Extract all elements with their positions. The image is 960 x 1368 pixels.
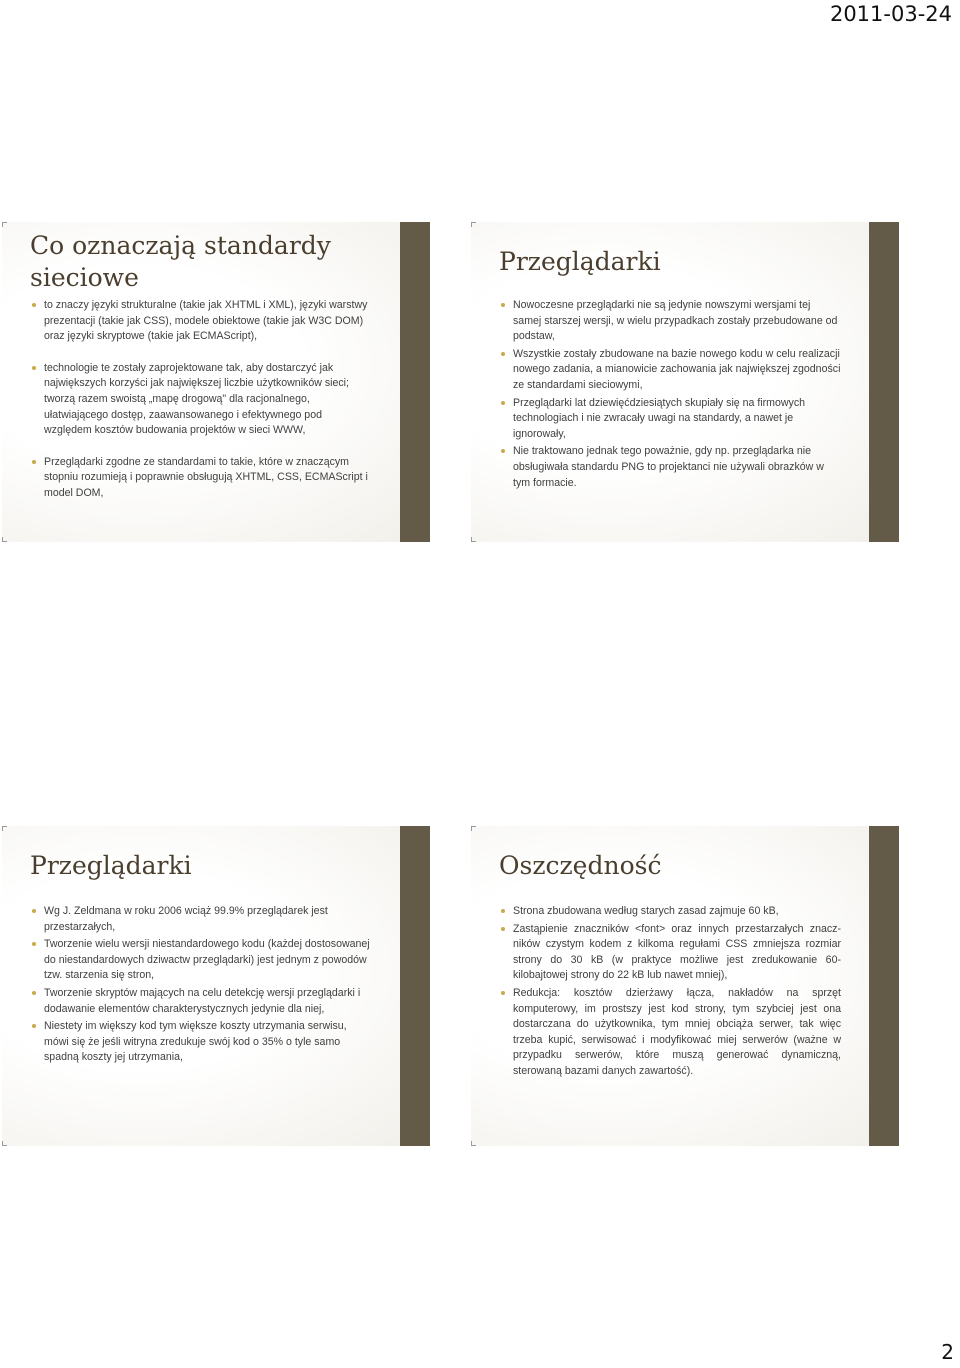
bullet-item: Nowoczesne przeglądarki nie są jedynie nowszymi wersjami tej samej starszej wersji, w wielu przypadkach zostały przebudowane od podstaw,: [497, 298, 841, 345]
slide-accent-bar: [869, 222, 899, 542]
slide-standards: [2, 222, 430, 542]
bullet-item: Niestety im większy kod tym większe koszty utrzymania serwisu, mówi się że jeśli witryna zredukuje swój kod o 35% o tyle samo spadną koszty jej utrzymania,: [28, 1019, 372, 1066]
slide-title: Oszczędność: [499, 851, 662, 880]
bullet-item: Nie traktowano jednak tego poważnie, gdy np. przeglądarka nie obsługiwała standardu PNG to projektanci nie używali obrazków w tym formacie.: [497, 444, 841, 491]
bullet-item: Strona zbudowana według starych zasad zajmuje 60 kB,: [497, 904, 841, 920]
bullet-item: Tworzenie skryptów mających na celu detekcję wersji przeglądarki i dodawanie elementów charakterystycznych jedynie dla niej,: [28, 986, 372, 1017]
bullet-item: Redukcja: kosztów dzierżawy łącza, nakładów na sprzęt komputerowy, im prostszy jest kod strony, tym szybciej jest ona dostarczana do użytkownika, tym mniej obciąża serwer, tak więc trzeba kupić, serwisować i modyfikować miej serwerów (ważne w przypadku serwerów, które muszą generować dynamiczną, sterowaną bazami danych zawartość).: [497, 986, 841, 1080]
slide-browsers-1: [471, 222, 899, 542]
slide-browsers-2: [2, 826, 430, 1146]
bullet-item: Wg J. Zeldmana w roku 2006 wciąż 99.9% przeglądarek jest przestarzałych,: [28, 904, 372, 935]
bullet-item: technologie te zostały zaprojektowane tak, aby dostarczyć jak największych korzyści jak największej liczbie użytkowników sieci; tworzą razem swoistą „mapę drogową" dla racjonalnego, ułatwiającego dostęp, zaawansowanego i efektywnego pod względem kosztów budowania projektów w sieci WWW,: [28, 361, 372, 439]
bullet-item: Przeglądarki lat dziewięćdziesiątych skupiały się na firmowych technologiach i nie zwracały uwagi na standardy, a nawet je ignorowały,: [497, 396, 841, 443]
bullet-item: Tworzenie wielu wersji niestandardowego kodu (każdej dostosowanej do niestandardowych dziwactw przeglądarki) jest jednym z powodów tzw. starzenia się stron,: [28, 937, 372, 984]
slide-title: Przeglądarki: [30, 851, 192, 880]
slide-accent-bar: [400, 222, 430, 542]
slide-accent-bar: [869, 826, 899, 1146]
bullet-item: Przeglądarki zgodne ze standardami to takie, które w znaczącym stopniu rozumieją i poprawnie obsługują XHTML, CSS, ECMAScript i model DOM,: [28, 455, 372, 502]
bullet-list: [28, 904, 372, 1068]
bullet-item: Wszystkie zostały zbudowane na bazie nowego kodu w celu realizacji nowego zadania, a mianowicie zachowania jak największej zgodności ze standardami sieciowymi,: [497, 347, 841, 394]
print-date: 2011-03-24: [829, 2, 952, 26]
bullet-list: [28, 298, 372, 502]
slide-savings: [471, 826, 899, 1146]
bullet-item: to znaczy języki strukturalne (takie jak XHTML i XML), języki warstwy prezentacji (takie jak CSS), modele obiektowe (takie jak W3C DOM) oraz języki skryptowe (takie jak ECMAScript),: [28, 298, 372, 345]
slide-accent-bar: [400, 826, 430, 1146]
slide-title: Co oznaczają standardy sieciowe: [30, 231, 331, 292]
bullet-list: [497, 298, 841, 493]
bullet-item: Zastąpienie znaczników <font> oraz innych przestarzałych znacz-ników czystym kodem z kilkoma regułami CSS zmniejsza rozmiar strony do 30 kB (w praktyce możliwe jest zredukowanie 60-kilobajtowej strony do 22 kB lub nawet mniej),: [497, 922, 841, 984]
bullet-list: [497, 904, 841, 1082]
page-number: 2: [941, 1340, 954, 1364]
slide-title: Przeglądarki: [499, 247, 661, 276]
